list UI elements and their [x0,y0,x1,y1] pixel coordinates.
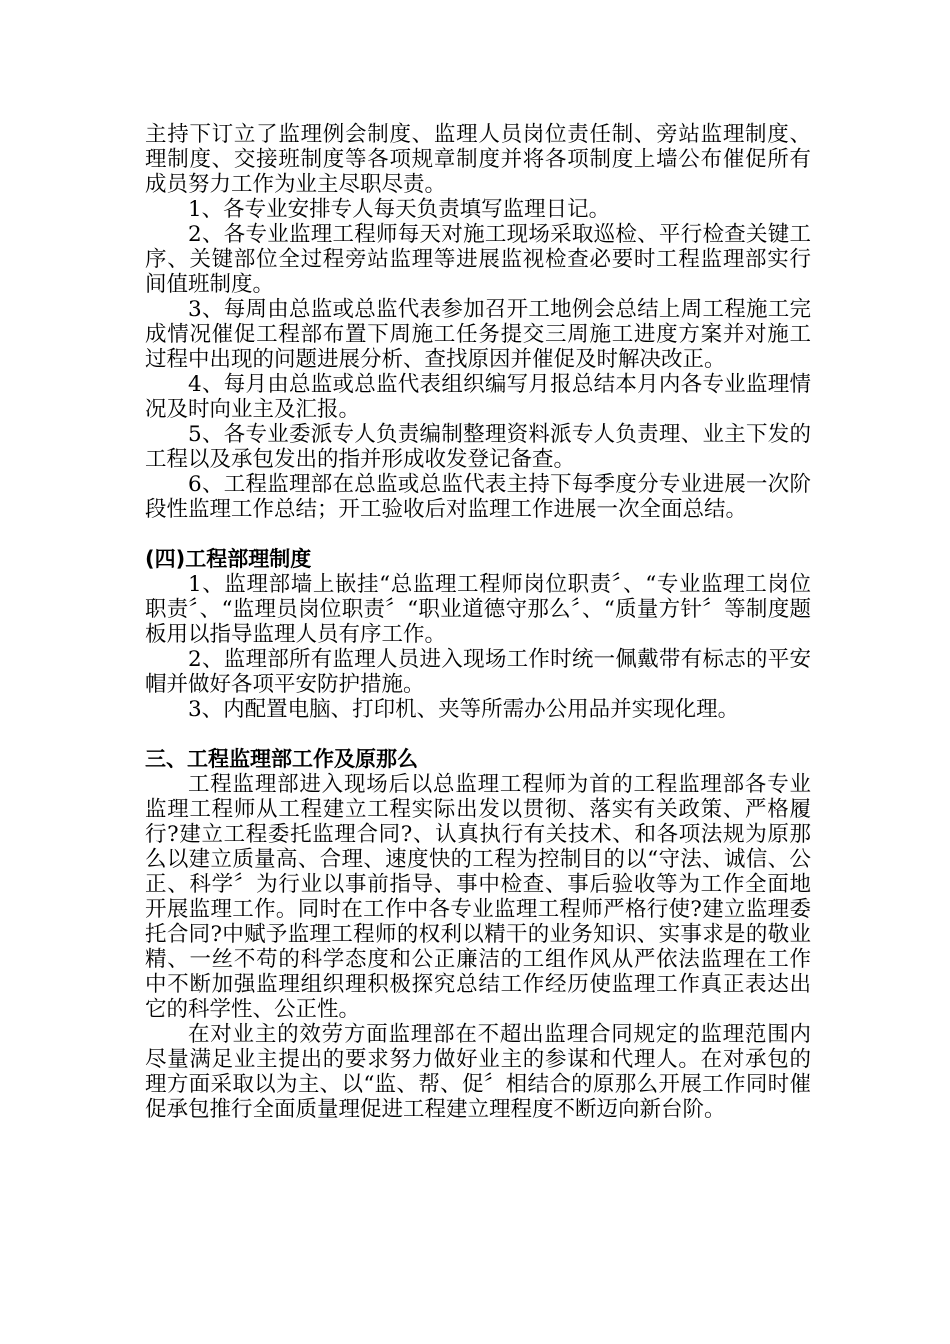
continued-paragraph: 主持下订立了监理例会制度、监理人员岗位责任制、旁站监理制度、理制度、交接班制度等各项规章制度并将各项制度上墙公布催促所有成员努力工作为业主尽职尽责。 [145,122,811,197]
spacer [145,722,811,747]
list-item: 2、各专业监理工程师每天对施工现场采取巡检、平行检查关键工序、关键部位全过程旁站监理等进展监视检查必要时工程监理部实行间值班制度。 [145,222,811,297]
list-item: 5、各专业委派专人负责编制整理资料派专人负责理、业主下发的工程以及承包发出的指并形成收发登记备查。 [145,422,811,472]
list-item: 3、内配置电脑、打印机、夹等所需办公用品并实现化理。 [188,697,740,722]
section-heading-management: (四)工程部理制度 [145,547,312,571]
body-paragraph: 在对业主的效劳方面监理部在不超出监理合同规定的监理范围内尽量满足业主提出的要求努力做好业主的参谋和代理人。在对承包的理方面采取以为主、以“监、帮、促〞相结合的原那么开展工作同时催促承包推行全面质量理促进工程建立理程度不断迈向新台阶。 [145,1022,811,1122]
list-item: 1、监理部墙上嵌挂“总监理工程师岗位职责〞、“专业监理工岗位职责〞、“监理员岗位职责〞“职业道德守那么〞、“质量方针〞等制度题板用以指导监理人员有序工作。 [145,572,811,647]
body-paragraph: 工程监理部进入现场后以总监理工程师为首的工程监理部各专业监理工程师从工程建立工程实际出发以贯彻、落实有关政策、严格履行?建立工程委托监理合同?、认真执行有关技术、和各项法规为原那么以建立质量高、合理、速度快的工程为控制目的以“守法、诚信、公正、科学〞为行业以事前指导、事中检查、事后验收等为工作全面地开展监理工作。同时在工作中各专业监理工程师严格行使?建立监理委托合同?中赋予监理工程师的权利以精干的业务知识、实事求是的敬业精、一丝不苟的科学态度和公正廉洁的工组作风从严依法监理在工作中不断加强监理组织理积极探究总结工作经历使监理工作真正表达出它的科学性、公正性。 [145,772,811,1022]
list-item: 4、每月由总监或总监代表组织编写月报总结本月内各专业监理情况及时向业主及汇报。 [145,372,811,422]
list-item: 6、工程监理部在总监或总监代表主持下每季度分专业进展一次阶段性监理工作总结；开工验收后对监理工作进展一次全面总结。 [145,472,811,522]
document-page [145,122,811,1122]
section-heading-principles: 三、工程监理部工作及原那么 [145,747,418,771]
list-item: 1、各专业安排专人每天负责填写监理日记。 [188,197,611,222]
list-item: 2、监理部所有监理人员进入现场工作时统一佩戴带有标志的平安帽并做好各项平安防护措施。 [145,647,811,697]
list-item: 3、每周由总监或总监代表参加召开工地例会总结上周工程施工完成情况催促工程部布置下周施工任务提交三周施工进度方案并对施工过程中出现的问题进展分析、查找原因并催促及时解决改正。 [145,297,811,372]
spacer [145,522,811,547]
